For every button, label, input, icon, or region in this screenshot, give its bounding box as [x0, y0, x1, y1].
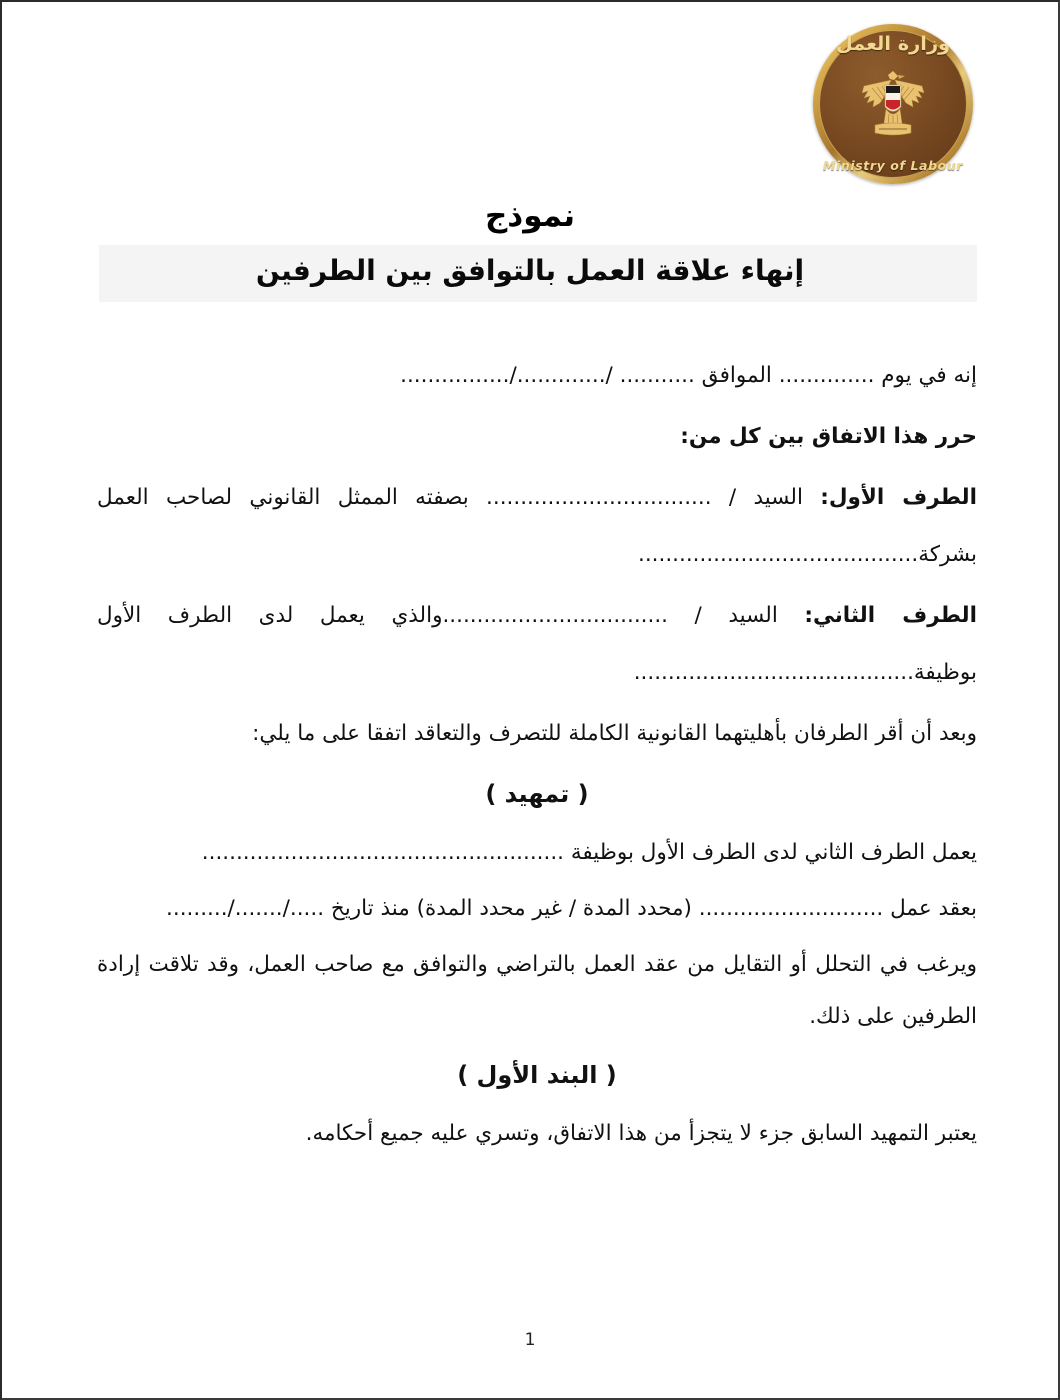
date-line: إنه في يوم .............. الموافق ........... /............./................ — [400, 363, 977, 388]
preamble-line-2: بعقد عمل ........................... (محدد المدة / غير محدد المدة) منذ تاريخ ...../......./......... — [166, 896, 977, 921]
page-number: 1 — [524, 1330, 536, 1350]
preamble-heading: ( تمهيد ) — [485, 780, 589, 808]
page-subtitle: إنهاء علاقة العمل بالتوافق بين الطرفين — [255, 254, 805, 287]
party-one-label: الطرف الأول: — [820, 485, 977, 510]
document-header — [2, 24, 1058, 194]
eagle-of-saladin-emblem-icon — [850, 67, 936, 141]
party-two-paragraph — [97, 587, 977, 701]
seal-arabic-label: وزارة العمل — [835, 33, 951, 55]
agreement-intro-line: حرر هذا الاتفاق بين كل من: — [680, 424, 977, 449]
party-one-paragraph — [97, 469, 977, 583]
preamble-line-1: يعمل الطرف الثاني لدى الطرف الأول بوظيفة ..................................................... — [201, 840, 977, 865]
party-one-text: السيد / ................................. بصفته الممثل القانوني لصاحب العمل بشركة......................................... — [97, 485, 977, 567]
legal-capacity-statement: وبعد أن أقر الطرفان بأهليتهما القانونية الكاملة للتصرف والتعاقد اتفقا على ما يلي: — [252, 721, 977, 746]
party-two-text: السيد / .................................والذي يعمل لدى الطرف الأول بوظيفة......................................... — [97, 603, 977, 685]
page-title: نموذج — [484, 198, 576, 234]
seal-english-label: Ministry of Labour — [822, 158, 964, 173]
ministry-of-labour-seal — [813, 24, 973, 184]
clause-one-text: يعتبر التمهيد السابق جزء لا يتجزأ من هذا الاتفاق، وتسري عليه جميع أحكامه. — [305, 1121, 977, 1146]
party-two-label: الطرف الثاني: — [804, 603, 977, 628]
preamble-line-3: ويرغب في التحلل أو التقايل من عقد العمل بالتراضي والتوافق مع صاحب العمل، وقد تلاقت إرادة الطرفين على ذلك. — [97, 952, 977, 1029]
clause-one-heading: ( البند الأول ) — [457, 1061, 617, 1089]
document-body — [97, 347, 977, 1164]
